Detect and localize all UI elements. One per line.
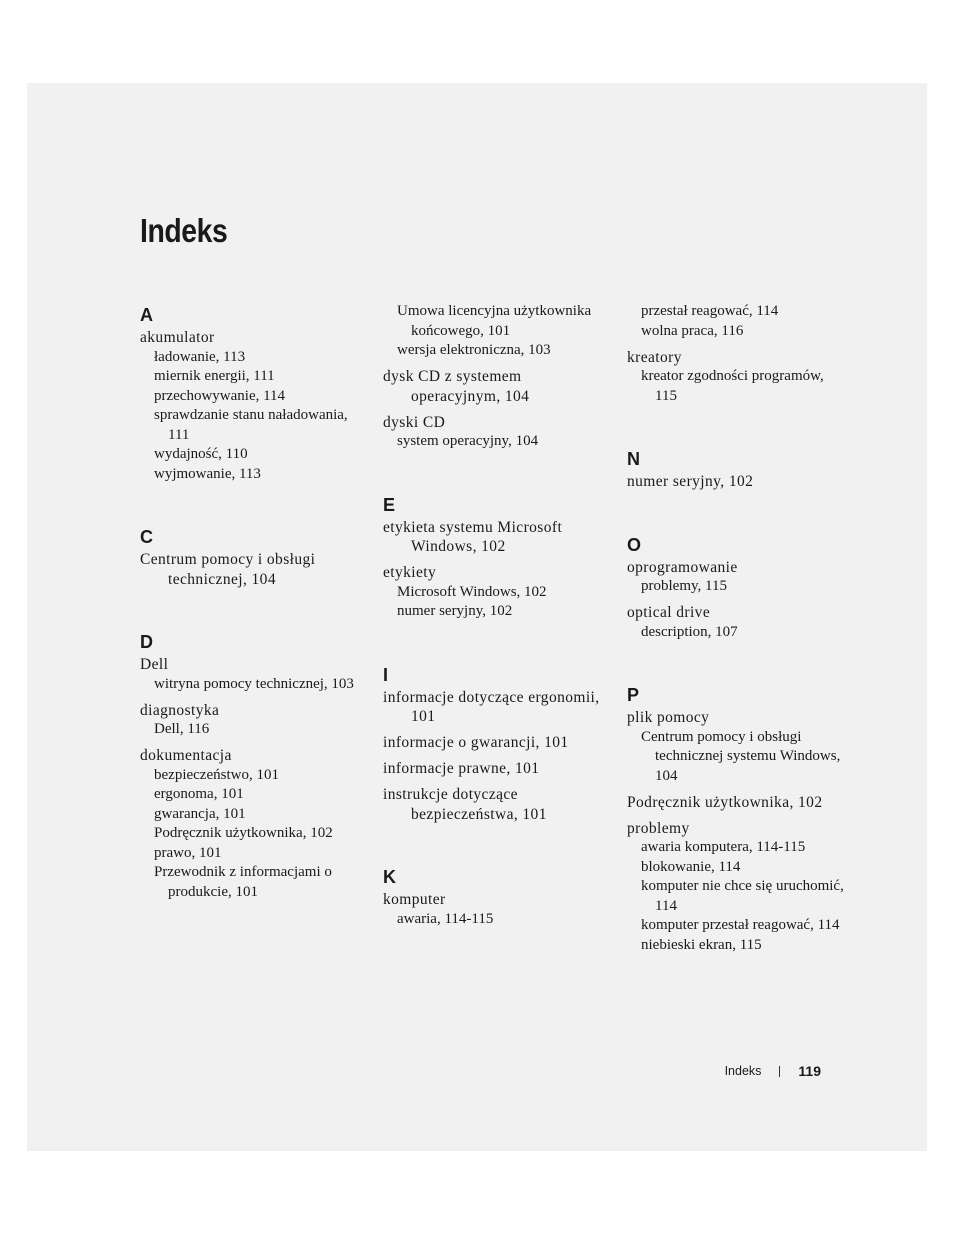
index-subentry: system operacyjny, 104 (397, 433, 539, 449)
index-term: Centrum pomocy i obsługi technicznej, 104 (140, 551, 316, 588)
index-term: informacje o gwarancji, 101 (383, 734, 569, 751)
index-subentry: wydajność, 110 (154, 446, 248, 462)
index-entry (627, 819, 847, 956)
index-entry (627, 793, 847, 813)
index-entry (140, 655, 360, 694)
index-term: instrukcje dotyczące bezpieczeństwa, 101 (383, 786, 547, 823)
index-entry (140, 701, 360, 740)
index-term: kreatory (627, 348, 682, 366)
index-subentry: wyjmowanie, 113 (154, 465, 261, 482)
index-subentry: Microsoft Windows, 102 (397, 583, 547, 600)
index-term: Dell (140, 656, 169, 673)
index-entry (383, 413, 603, 452)
index-term: Podręcznik użytkownika, 102 (627, 793, 823, 811)
index-subentry: komputer nie chce się uruchomić, 114 (641, 878, 844, 914)
index-term: dyski CD (383, 413, 446, 431)
index-letter-heading: D (140, 632, 153, 652)
index-entry (627, 603, 847, 642)
index-letter-heading: E (383, 494, 396, 515)
index-term: oprogramowanie (627, 558, 738, 576)
index-subentry: blokowanie, 114 (641, 858, 741, 875)
index-letter-heading: C (140, 527, 153, 547)
index-letter-heading: I (383, 664, 389, 685)
index-subentry: Umowa licencyjna użytkownika końcowego, 101 (397, 303, 592, 339)
index-term: dokumentacja (140, 747, 232, 764)
index-subentry: bezpieczeństwo, 101 (154, 766, 279, 783)
index-letter-heading: P (627, 685, 640, 705)
index-subentry: kreator zgodności programów, 115 (641, 368, 824, 404)
index-entry (383, 688, 603, 727)
index-letter-heading: A (140, 305, 153, 325)
index-term: informacje prawne, 101 (383, 760, 540, 777)
index-term: optical drive (627, 604, 711, 621)
index-term: akumulator (140, 329, 215, 346)
index-subentry: gwarancja, 101 (154, 805, 246, 822)
footer-divider (779, 1066, 780, 1077)
index-subentry: miernik energii, 111 (154, 368, 275, 384)
index-entry (627, 708, 847, 786)
index-subentry: witryna pomocy technicznej, 103 (154, 675, 354, 692)
index-entry (140, 328, 360, 484)
index-term: diagnostyka (140, 701, 220, 719)
page-footer (725, 1061, 821, 1081)
index-term: problemy (627, 819, 690, 837)
index-subentry: przechowywanie, 114 (154, 387, 286, 404)
index-entry (383, 563, 603, 622)
index-entry (383, 785, 603, 824)
index-subentry: awaria, 114-115 (397, 910, 494, 927)
index-term: informacje dotyczące ergonomii, 101 (383, 688, 600, 725)
index-subentry: Dell, 116 (154, 721, 210, 737)
page-title: Indeks (140, 212, 228, 249)
index-term: etykiety (383, 564, 437, 581)
index-subentry: prawo, 101 (154, 844, 222, 861)
index-entry (627, 472, 847, 492)
index-subentry: ergonoma, 101 (154, 786, 244, 802)
index-column-2 (383, 302, 603, 936)
index-subentry: Przewodnik z informacjami o produkcie, 101 (154, 864, 332, 900)
index-subentry: problemy, 115 (641, 578, 727, 594)
index-subentry: description, 107 (641, 623, 738, 640)
index-letter-heading: K (383, 867, 396, 887)
index-subentry: Centrum pomocy i obsługi technicznej systemu Windows, 104 (641, 728, 841, 784)
index-term: etykieta systemu Microsoft Windows, 102 (383, 518, 563, 555)
index-term: komputer (383, 891, 446, 908)
index-subentry: wersja elektroniczna, 103 (397, 342, 551, 358)
index-term: dysk CD z systemem operacyjnym, 104 (383, 368, 530, 405)
index-entry (627, 558, 847, 597)
index-entry (383, 890, 603, 929)
index-letter-heading: O (627, 534, 642, 555)
index-subentry: niebieski ekran, 115 (641, 936, 762, 953)
index-subentry: sprawdzanie stanu naładowania, 111 (154, 407, 348, 443)
index-subentry: komputer przestał reagować, 114 (641, 917, 840, 933)
index-subentry: przestał reagować, 114 (641, 303, 779, 319)
index-entry (140, 746, 360, 902)
index-column-1 (140, 302, 360, 909)
index-subentry: numer seryjny, 102 (397, 603, 513, 619)
index-term: numer seryjny, 102 (627, 473, 754, 490)
index-entry (383, 302, 603, 361)
index-entry (383, 518, 603, 557)
index-entry (383, 367, 603, 406)
index-entry (627, 348, 847, 407)
index-subentry: awaria komputera, 114-115 (641, 839, 806, 855)
index-entry (383, 759, 603, 779)
index-entry (140, 550, 360, 589)
index-subentry: ładowanie, 113 (154, 348, 246, 365)
index-term: plik pomocy (627, 709, 710, 726)
page-number: 119 (798, 1063, 821, 1079)
index-letter-heading: N (627, 449, 640, 469)
index-subentry: wolna praca, 116 (641, 322, 744, 339)
footer-section-label: Indeks (724, 1064, 762, 1078)
index-column-3 (627, 302, 847, 962)
index-entry (627, 302, 847, 341)
index-subentry: Podręcznik użytkownika, 102 (154, 825, 333, 841)
index-entry (383, 733, 603, 753)
